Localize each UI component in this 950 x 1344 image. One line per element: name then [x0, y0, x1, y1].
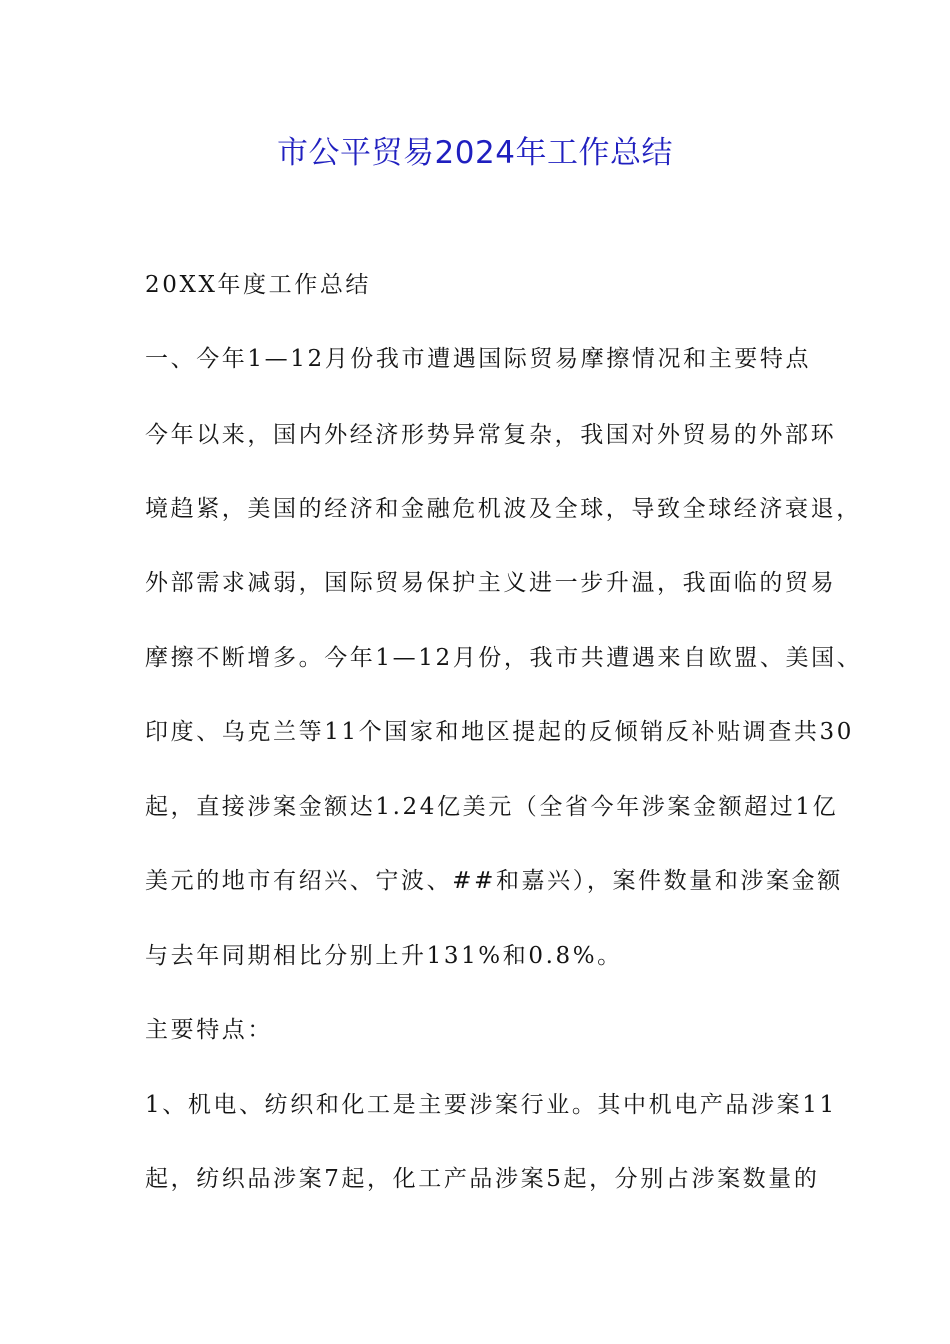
paragraph-line: 美元的地市有绍兴、宁波、##和嘉兴），案件数量和涉案金额: [145, 868, 843, 894]
paragraph-line: 今年以来，国内外经济形势异常复杂，我国对外贸易的外部环: [145, 422, 837, 448]
paragraph-line: 印度、乌克兰等11个国家和地区提起的反倾销反补贴调查共30: [145, 719, 854, 745]
paragraph-line: 境趋紧，美国的经济和金融危机波及全球，导致全球经济衰退，: [145, 496, 862, 522]
paragraph-line: 起，直接涉案金额达1.24亿美元（全省今年涉案金额超过1亿: [145, 794, 839, 820]
section-heading-main-features: 主要特点：: [145, 1017, 273, 1043]
paragraph-line: 与去年同期相比分别上升131%和0.8%。: [145, 943, 623, 969]
paragraph-line: 摩擦不断增多。今年1—12月份，我市共遭遇来自欧盟、美国、: [145, 645, 863, 671]
paragraph-line: 起，纺织品涉案7起，化工产品涉案5起，分别占涉案数量的: [145, 1166, 820, 1192]
section-heading-year-summary: 20XX年度工作总结: [145, 272, 372, 298]
section-heading-trade-friction: 一、今年1—12月份我市遭遇国际贸易摩擦情况和主要特点: [145, 346, 812, 372]
document-title: 市公平贸易2024年工作总结: [277, 135, 673, 171]
paragraph-line: 1、机电、纺织和化工是主要涉案行业。其中机电产品涉案11: [145, 1092, 837, 1118]
paragraph-line: 外部需求减弱，国际贸易保护主义进一步升温，我面临的贸易: [145, 570, 837, 596]
